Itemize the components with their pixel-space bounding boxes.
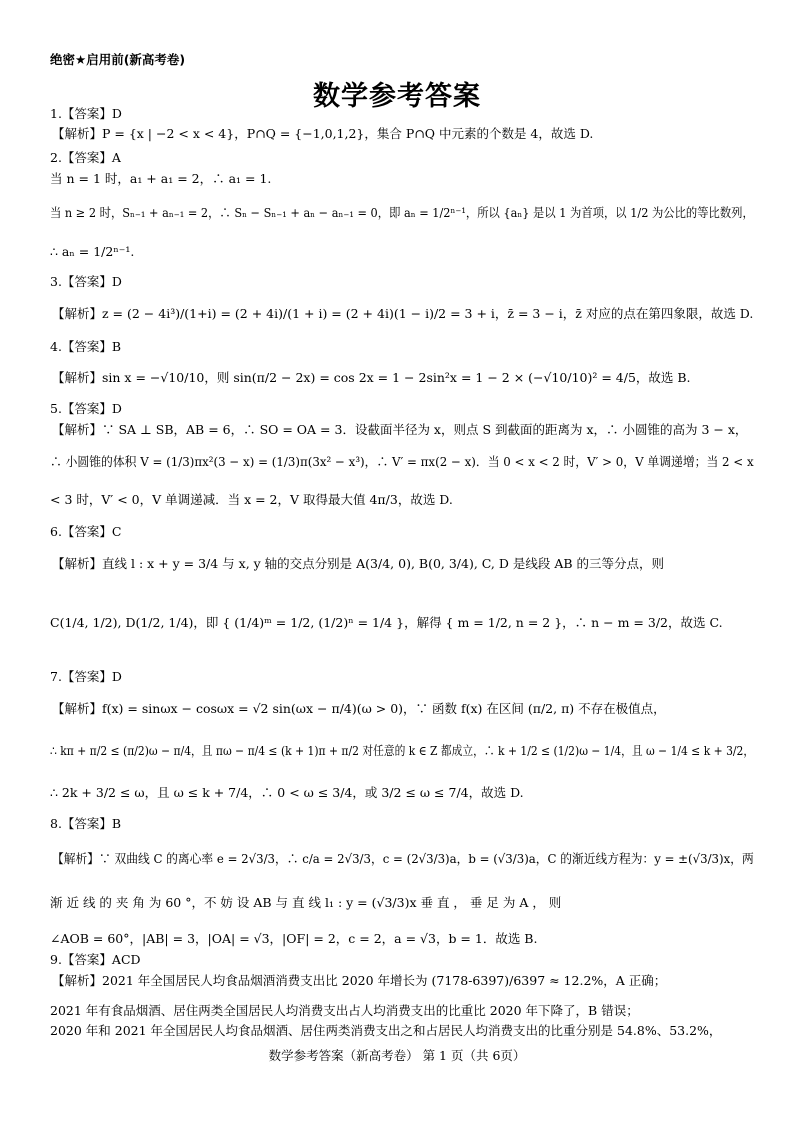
answer-9-head: 9.【答案】ACD — [50, 952, 141, 967]
confidential-banner: 绝密★启用前(新高考卷) — [50, 52, 186, 67]
answer-1-head: 1.【答案】D — [50, 106, 122, 121]
answer-4-line-1: 【解析】sin x = −√10/10，则 sin(π/2 − 2x) = cos 2x = 1 − 2sin²x = 1 − 2 × (−√10/10)² = 4/5，故选 B. — [52, 370, 691, 385]
answer-4-head: 4.【答案】B — [50, 339, 122, 354]
answer-3-line-1: 【解析】z = (2 − 4i³)/(1+i) = (2 + 4i)/(1 + i) = (2 + 4i)(1 − i)/2 = 3 + i，z̄ = 3 − i，z̄ 对应的点在第四象限，故选 D. — [52, 306, 754, 321]
answer-8-head: 8.【答案】B — [50, 816, 122, 831]
answer-8-line-1: 【解析】∵ 双曲线 C 的离心率 e = 2√3/3，∴ c/a = 2√3/3，c = (2√3/3)a，b = (√3/3)a，C 的渐近线方程为：y = ±(√3/3)x，两 — [52, 851, 754, 866]
answer-8-line-3: ∠AOB = 60°，|AB| = 3，|OA| = √3，|OF| = 2，c = 2，a = √3，b = 1．故选 B. — [50, 931, 538, 946]
answer-6-line-2: C(1/4, 1/2), D(1/2, 1/4)，即 { (1/4)ᵐ = 1/2, (1/2)ⁿ = 1/4 }，解得 { m = 1/2, n = 2 }，∴ n − m = 3/2，故选 C. — [50, 615, 723, 630]
answer-7-head: 7.【答案】D — [50, 669, 122, 684]
answer-5-line-3: < 3 时，V′ < 0，V 单调递减．当 x = 2，V 取得最大值 4π/3，故选 D. — [50, 492, 453, 507]
answer-6-head: 6.【答案】C — [50, 524, 122, 539]
answer-5-head: 5.【答案】D — [50, 401, 122, 416]
answer-9-line-2: 2021 年有食品烟酒、居住两类全国居民人均消费支出占人均消费支出的比重比 2020 年下降了，B 错误； — [50, 1003, 639, 1018]
answer-2-line-1: 当 n = 1 时，a₁ + a₁ = 2，∴ a₁ = 1. — [50, 171, 272, 186]
answer-5-line-1: 【解析】∵ SA ⊥ SB，AB = 6，∴ SO = OA = 3．设截面半径为 x，则点 S 到截面的距离为 x，∴ 小圆锥的高为 3 − x， — [52, 422, 748, 437]
page-title: 数学参考答案 — [313, 81, 481, 112]
answer-9-line-1: 【解析】2021 年全国居民人均食品烟酒消费支出比 2020 年增长为 (7178-6397)/6397 ≈ 12.2%，A 正确； — [52, 973, 667, 988]
answer-8-line-2: 渐 近 线 的 夹 角 为 60 °，不 妨 设 AB 与 直 线 l₁ : y = (√3/3)x 垂 直 ， 垂 足 为 A ， 则 — [50, 895, 562, 910]
answer-7-line-3: ∴ 2k + 3/2 ≤ ω，且 ω ≤ k + 7/4，∴ 0 < ω ≤ 3/4，或 3/2 ≤ ω ≤ 7/4，故选 D. — [50, 785, 524, 800]
answer-5-line-2: ∴ 小圆锥的体积 V = (1/3)πx²(3 − x) = (1/3)π(3x² − x³)，∴ V′ = πx(2 − x)．当 0 < x < 2 时，V′ > 0，V 单调递增；当 2 < x — [50, 454, 754, 469]
page-footer: 数学参考答案（新高考卷） 第 1 页（共 6页） — [268, 1048, 526, 1063]
answer-2-head: 2.【答案】A — [50, 150, 121, 165]
answer-2-line-2: 当 n ≥ 2 时，Sₙ₋₁ + aₙ₋₁ = 2，∴ Sₙ − Sₙ₋₁ + aₙ − aₙ₋₁ = 0，即 aₙ = 1/2ⁿ⁻¹，所以 {aₙ} 是以 1 为首项，以 1/2 为公比的等比数列， — [50, 205, 754, 220]
answer-9-line-3: 2020 年和 2021 年全国居民人均食品烟酒、居住两类消费支出之和占居民人均消费支出的比重分别是 54.8%、53.2%， — [50, 1023, 722, 1038]
answer-3-head: 3.【答案】D — [50, 274, 122, 289]
answer-2-line-3: ∴ aₙ = 1/2ⁿ⁻¹. — [50, 244, 135, 259]
answer-7-line-1: 【解析】f(x) = sinωx − cosωx = √2 sin(ωx − π/4)(ω > 0)，∵ 函数 f(x) 在区间 (π/2, π) 不存在极值点， — [52, 701, 666, 716]
answer-7-line-2: ∴ kπ + π/2 ≤ (π/2)ω − π/4，且 πω − π/4 ≤ (k + 1)π + π/2 对任意的 k ∈ Z 都成立，∴ k + 1/2 ≤ (1/2)ω − 1/4，且 ω − 1/4 ≤ k + 3/2， — [50, 743, 755, 758]
answer-6-line-1: 【解析】直线 l : x + y = 3/4 与 x, y 轴的交点分别是 A(3/4, 0), B(0, 3/4), C, D 是线段 AB 的三等分点，则 — [52, 556, 665, 571]
answer-1-line-1: 【解析】P = {x | −2 < x < 4}，P∩Q = {−1,0,1,2}，集合 P∩Q 中元素的个数是 4，故选 D. — [52, 126, 594, 141]
